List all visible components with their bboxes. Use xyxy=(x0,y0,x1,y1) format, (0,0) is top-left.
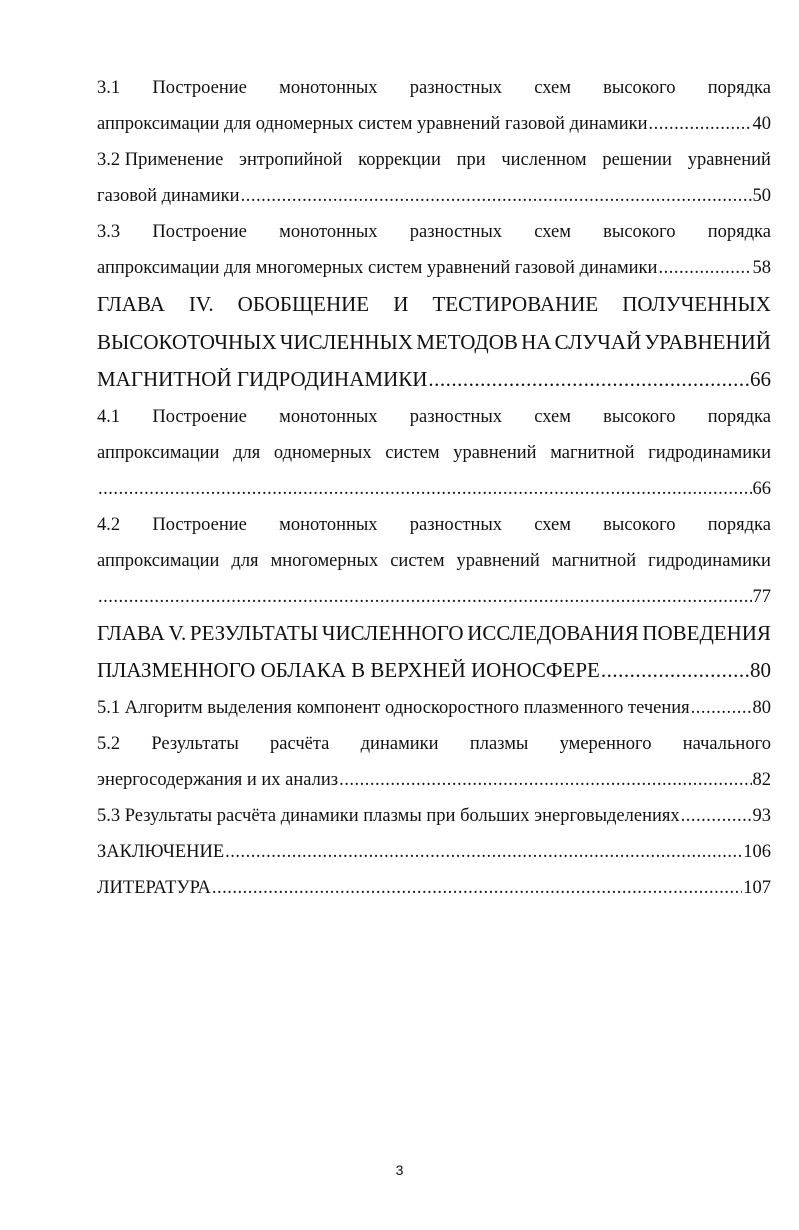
toc-word: 4.1 xyxy=(97,406,121,427)
toc-entry-link[interactable] xyxy=(97,690,771,726)
toc-word: ПОЛУЧЕННЫХ xyxy=(622,292,771,316)
toc-leader-dots xyxy=(691,690,752,726)
toc-word: ГЛАВА xyxy=(97,620,165,645)
toc-word: умеренного xyxy=(559,733,652,754)
toc-word: высокого xyxy=(603,406,676,427)
toc-word: высокого xyxy=(603,514,676,535)
toc-word: Построение xyxy=(152,78,247,98)
toc-entry-title: энергосодержания и их анализ xyxy=(97,769,339,790)
toc-entry-title: МАГНИТНОЙ ГИДРОДИНАМИКИ xyxy=(97,367,428,391)
toc-entry-link[interactable] xyxy=(97,250,771,286)
toc-word: монотонных xyxy=(279,222,378,242)
toc-page-number: 50 xyxy=(752,186,771,206)
toc-word: многомерных xyxy=(270,550,379,571)
toc-page-number: 107 xyxy=(743,877,771,898)
toc-leader-dots xyxy=(98,471,752,507)
toc-word: разностных xyxy=(409,514,503,535)
toc-word: ОБОБЩЕНИЕ xyxy=(237,292,370,316)
toc-word: схем xyxy=(534,222,571,242)
toc-word: расчёта xyxy=(270,733,330,754)
toc-word: решении xyxy=(602,150,672,170)
toc-page-number: 106 xyxy=(743,841,771,862)
toc-word: разностных xyxy=(409,406,503,427)
toc-word: ТЕСТИРОВАНИЕ xyxy=(432,292,599,316)
toc-word: Построение xyxy=(152,222,247,242)
toc-word: ПОВЕДЕНИЯ xyxy=(642,620,771,645)
toc-leader-dots xyxy=(212,870,742,906)
toc-entry-link[interactable] xyxy=(97,652,771,690)
toc-word: УРАВНЕНИЙ xyxy=(644,329,771,354)
toc-word: численном xyxy=(501,150,587,170)
toc-page-number: 80 xyxy=(752,697,771,718)
toc-entry-link[interactable] xyxy=(97,834,771,870)
toc-word: порядка xyxy=(707,406,771,427)
toc-leader-dots xyxy=(339,762,751,798)
toc-word: коррекции xyxy=(358,150,441,170)
toc-entry-line xyxy=(97,543,771,579)
toc-leader-dots xyxy=(658,250,751,286)
toc-word: аппроксимации xyxy=(97,550,220,571)
toc-page-number: 66 xyxy=(752,478,771,499)
toc-word: НА xyxy=(521,329,552,354)
toc-word: СЛУЧАЙ xyxy=(554,329,642,354)
toc-word: порядка xyxy=(707,78,771,98)
toc-word: порядка xyxy=(707,514,771,535)
toc-word: схем xyxy=(534,406,571,427)
toc-word: плазмы xyxy=(469,733,529,754)
toc-word: 4.2 xyxy=(97,514,121,535)
toc-entry-line xyxy=(97,435,771,471)
toc-word: уравнений xyxy=(453,442,537,463)
toc-word: монотонных xyxy=(279,514,378,535)
toc-word: гидродинамики xyxy=(648,550,771,571)
toc-word: И xyxy=(393,292,409,316)
toc-word: V. xyxy=(168,620,187,645)
toc-word: магнитной xyxy=(550,442,635,463)
toc-leader-dots xyxy=(98,579,752,615)
toc-word: одномерных xyxy=(273,442,372,463)
toc-word: энтропийной xyxy=(239,150,343,170)
toc-entry-title: 5.3 Результаты расчёта динамики плазмы при больших энерговыделениях xyxy=(97,805,680,826)
toc-leader-dots xyxy=(681,798,752,834)
toc-entry-link[interactable] xyxy=(97,361,771,399)
toc-word: уравнений xyxy=(456,550,540,571)
toc-word: ВЫСОКОТОЧНЫХ xyxy=(97,329,277,354)
toc-entry-line xyxy=(97,615,771,653)
toc-word: МЕТОДОВ xyxy=(416,329,518,354)
toc-entry-line xyxy=(97,399,771,435)
toc-entry-title: аппроксимации для одномерных систем уравнений газовой динамики xyxy=(97,114,648,134)
toc-word: РЕЗУЛЬТАТЫ xyxy=(189,620,319,645)
toc-entry-line xyxy=(97,142,771,178)
toc-entry-title: ЗАКЛЮЧЕНИЕ xyxy=(97,841,225,862)
toc-entry-line xyxy=(97,214,771,250)
toc-word: ИССЛЕДОВАНИЯ xyxy=(467,620,639,645)
toc-word: схем xyxy=(534,78,571,98)
toc-word: начального xyxy=(682,733,771,754)
toc-word: уравнений xyxy=(687,150,771,170)
toc-entry-link[interactable] xyxy=(97,178,771,214)
toc-entry-link[interactable] xyxy=(97,106,771,142)
toc-word: высокого xyxy=(603,222,676,242)
toc-entry-link[interactable] xyxy=(97,762,771,798)
toc-word: Построение xyxy=(152,514,247,535)
toc-page-number: 93 xyxy=(752,805,771,826)
toc-word: динамики xyxy=(360,733,439,754)
toc-word: ГЛАВА xyxy=(97,292,165,316)
toc-word: монотонных xyxy=(279,78,378,98)
toc-word: 3.1 xyxy=(97,78,121,98)
toc-entry-title: ЛИТЕРАТУРА xyxy=(97,877,211,898)
toc-word: IV. xyxy=(188,292,214,316)
page-number: 3 xyxy=(395,1162,404,1178)
toc-word: 3.3 xyxy=(97,222,121,242)
toc-word: систем xyxy=(390,550,445,571)
toc-word: монотонных xyxy=(279,406,378,427)
toc-leader-dots xyxy=(428,361,749,399)
toc-word: систем xyxy=(385,442,440,463)
toc-word: Построение xyxy=(152,406,247,427)
toc-entry-link[interactable] xyxy=(97,798,771,834)
toc-page-number: 80 xyxy=(750,658,771,682)
toc-leader-dots xyxy=(241,178,752,214)
toc-entry-title: аппроксимации для многомерных систем уравнений газовой динамики xyxy=(97,258,658,278)
toc-word: аппроксимации xyxy=(97,442,220,463)
toc-page-number: 66 xyxy=(750,367,771,391)
toc-word: 3.2 Применение xyxy=(97,150,224,170)
toc-entry-line xyxy=(97,286,771,324)
toc-leader-dots xyxy=(225,834,742,870)
toc-word: для xyxy=(231,550,259,571)
toc-word: 5.2 xyxy=(97,733,121,754)
toc-entry-line xyxy=(97,324,771,362)
toc-word: схем xyxy=(534,514,571,535)
toc-word: высокого xyxy=(603,78,676,98)
toc-leader-dots xyxy=(601,652,749,690)
toc-word: разностных xyxy=(409,78,503,98)
toc-entry-title: ПЛАЗМЕННОГО ОБЛАКА В ВЕРХНЕЙ ИОНОСФЕРЕ xyxy=(97,658,600,682)
toc-word: порядка xyxy=(707,222,771,242)
toc-page-number: 58 xyxy=(752,258,771,278)
toc-entry-link[interactable] xyxy=(97,870,771,906)
toc-page-number: 40 xyxy=(752,114,771,134)
toc-entry-line xyxy=(97,726,771,762)
toc-word: при xyxy=(456,150,486,170)
toc-word: Результаты xyxy=(151,733,239,754)
toc-page-number: 77 xyxy=(752,586,771,607)
toc-entry-line xyxy=(97,507,771,543)
toc-word: ЧИСЛЕННОГО xyxy=(321,620,464,645)
toc-word: ЧИСЛЕННЫХ xyxy=(279,329,414,354)
toc-page-number: 82 xyxy=(752,769,771,790)
toc-entry-link[interactable] xyxy=(97,471,771,507)
toc-word: гидродинамики xyxy=(648,442,771,463)
toc-leader-dots xyxy=(649,106,752,142)
toc-word: разностных xyxy=(409,222,503,242)
toc-entry-title: газовой динамики xyxy=(97,186,240,206)
toc-entry-link[interactable] xyxy=(97,579,771,615)
toc-word: для xyxy=(233,442,261,463)
table-of-contents xyxy=(97,70,771,906)
toc-entry-title: 5.1 Алгоритм выделения компонент односкоростного плазменного течения xyxy=(97,697,690,718)
toc-word: магнитной xyxy=(551,550,637,571)
toc-entry-line xyxy=(97,70,771,106)
